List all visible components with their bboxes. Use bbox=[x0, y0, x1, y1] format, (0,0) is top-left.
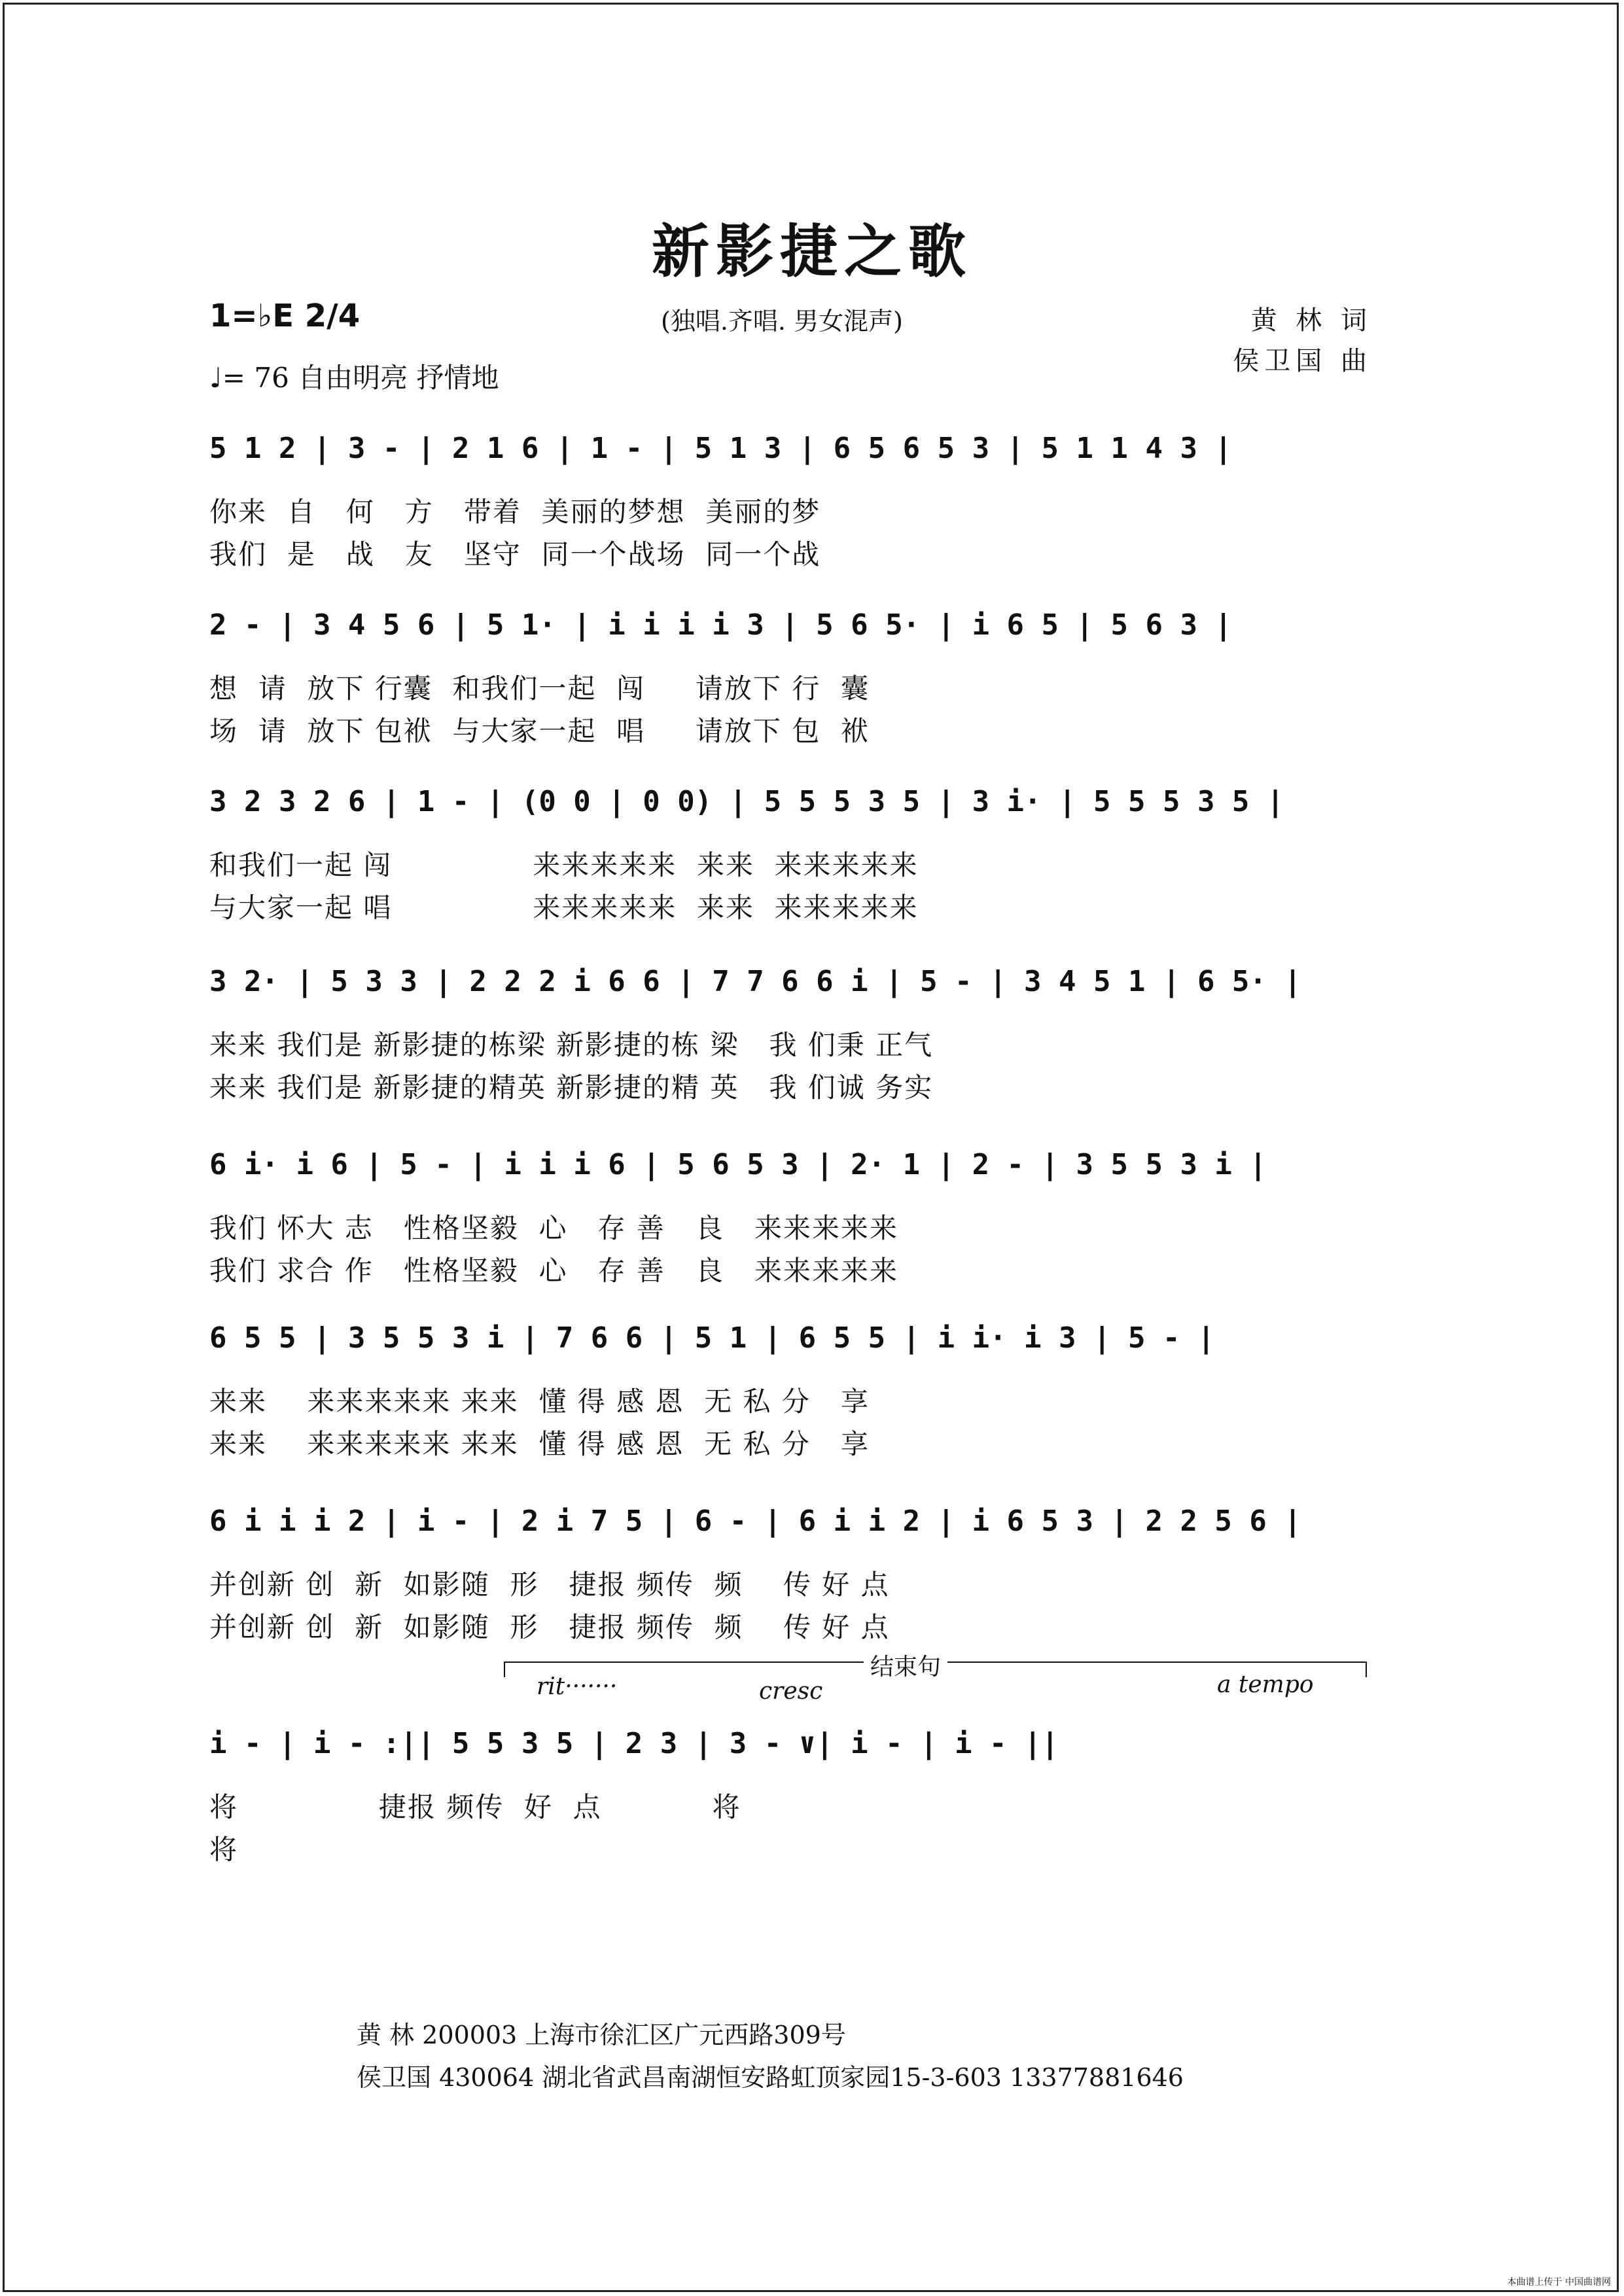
notation-line: 6 5 5 | 3 5 5 3 i | 7 6 6 | 5 1 | 6 5 5 | i i· i 3 | 5 - | bbox=[209, 1321, 1215, 1355]
source-stamp: 本曲谱上传于 中国曲谱网 bbox=[1507, 2277, 1611, 2287]
notation-line: 3 2· | 5 3 3 | 2 2 2 i 6 6 | 7 7 6 6 i | 5 - | 3 4 5 1 | 6 5· | bbox=[209, 965, 1301, 998]
notation-line: 5 1 2 | 3 - | 2 1 6 | 1 - | 5 1 3 | 6 5 6 5 3 | 5 1 1 4 3 | bbox=[209, 432, 1232, 465]
lyric-verse-2: 来来 来来来来来 来来 懂 得 感 恩 无 私 分 享 bbox=[209, 1428, 870, 1460]
a-tempo-marking: a tempo bbox=[1217, 1671, 1314, 1698]
lyric-verse-2: 我们 是 战 友 坚守 同一个战场 同一个战 bbox=[209, 538, 821, 570]
key-signature: 1=♭E 2/4 bbox=[209, 298, 361, 334]
song-title: 新影捷之歌 bbox=[651, 217, 972, 285]
notation-line: 6 i i i 2 | i - | 2 i 7 5 | 6 - | 6 i i 2 | i 6 5 3 | 2 2 5 6 | bbox=[209, 1505, 1301, 1538]
notation-line: i - | i - :|| 5 5 3 5 | 2 3 | 3 - ∨| i - | i - || bbox=[209, 1727, 1059, 1760]
lyricist: 黄 林 词 bbox=[1250, 305, 1372, 336]
lyric-verse-1: 来来 来来来来来 来来 懂 得 感 恩 无 私 分 享 bbox=[209, 1385, 870, 1418]
lyric-verse-2: 来来 我们是 新影捷的精英 新影捷的精 英 我 们诚 务实 bbox=[209, 1071, 934, 1104]
performance-note: (独唱.齐唱. 男女混声) bbox=[661, 307, 903, 336]
page-frame bbox=[3, 3, 1619, 2292]
lyric-verse-1: 并创新 创 新 如影随 形 捷报 频传 频 传 好 点 bbox=[209, 1569, 890, 1601]
notation-line: 3 2 3 2 6 | 1 - | (0 0 | 0 0) | 5 5 5 3 5 | 3 i· | 5 5 5 3 5 | bbox=[209, 785, 1284, 818]
lyric-verse-1: 和我们一起 闯 来来来来来 来来 来来来来来 bbox=[209, 849, 919, 881]
lyric-verse-2: 我们 求合 作 性格坚毅 心 存 善 良 来来来来来 bbox=[209, 1255, 898, 1287]
lyric-verse-1: 来来 我们是 新影捷的栋梁 新影捷的栋 梁 我 们秉 正气 bbox=[209, 1029, 934, 1061]
notation-line: 6 i· i 6 | 5 - | i i i 6 | 5 6 5 3 | 2· 1 | 2 - | 3 5 5 3 i | bbox=[209, 1148, 1267, 1181]
lyric-verse-1: 将 捷报 频传 好 点 将 bbox=[209, 1791, 741, 1823]
lyric-verse-1: 你来 自 何 方 带着 美丽的梦想 美丽的梦 bbox=[209, 496, 821, 528]
rit-marking: rit······· bbox=[537, 1673, 618, 1700]
lyric-verse-2: 将 bbox=[209, 1834, 239, 1866]
cresc-marking: cresc bbox=[759, 1678, 823, 1705]
lyric-verse-2: 与大家一起 唱 来来来来来 来来 来来来来来 bbox=[209, 892, 919, 924]
lyric-verse-2: 并创新 创 新 如影随 形 捷报 频传 频 传 好 点 bbox=[209, 1611, 890, 1643]
lyric-verse-1: 想 请 放下 行囊 和我们一起 闯 请放下 行 囊 bbox=[209, 672, 870, 704]
lyric-verse-1: 我们 怀大 志 性格坚毅 心 存 善 良 来来来来来 bbox=[209, 1212, 898, 1244]
composer: 侯卫国 曲 bbox=[1233, 346, 1372, 376]
lyric-verse-2: 场 请 放下 包袱 与大家一起 唱 请放下 包 袱 bbox=[209, 715, 870, 747]
tempo-marking: ♩= 76 自由明亮 抒情地 bbox=[209, 362, 499, 394]
notation-line: 2 - | 3 4 5 6 | 5 1· | i i i i 3 | 5 6 5· | i 6 5 | 5 6 3 | bbox=[209, 608, 1232, 642]
ending-label: 结束句 bbox=[864, 1648, 947, 1682]
contact-lyricist: 黄 林 200003 上海市徐汇区广元西路309号 bbox=[357, 2021, 846, 2049]
contact-composer: 侯卫国 430064 湖北省武昌南湖恒安路虹顶家园15-3-603 13377881646 bbox=[357, 2063, 1184, 2092]
